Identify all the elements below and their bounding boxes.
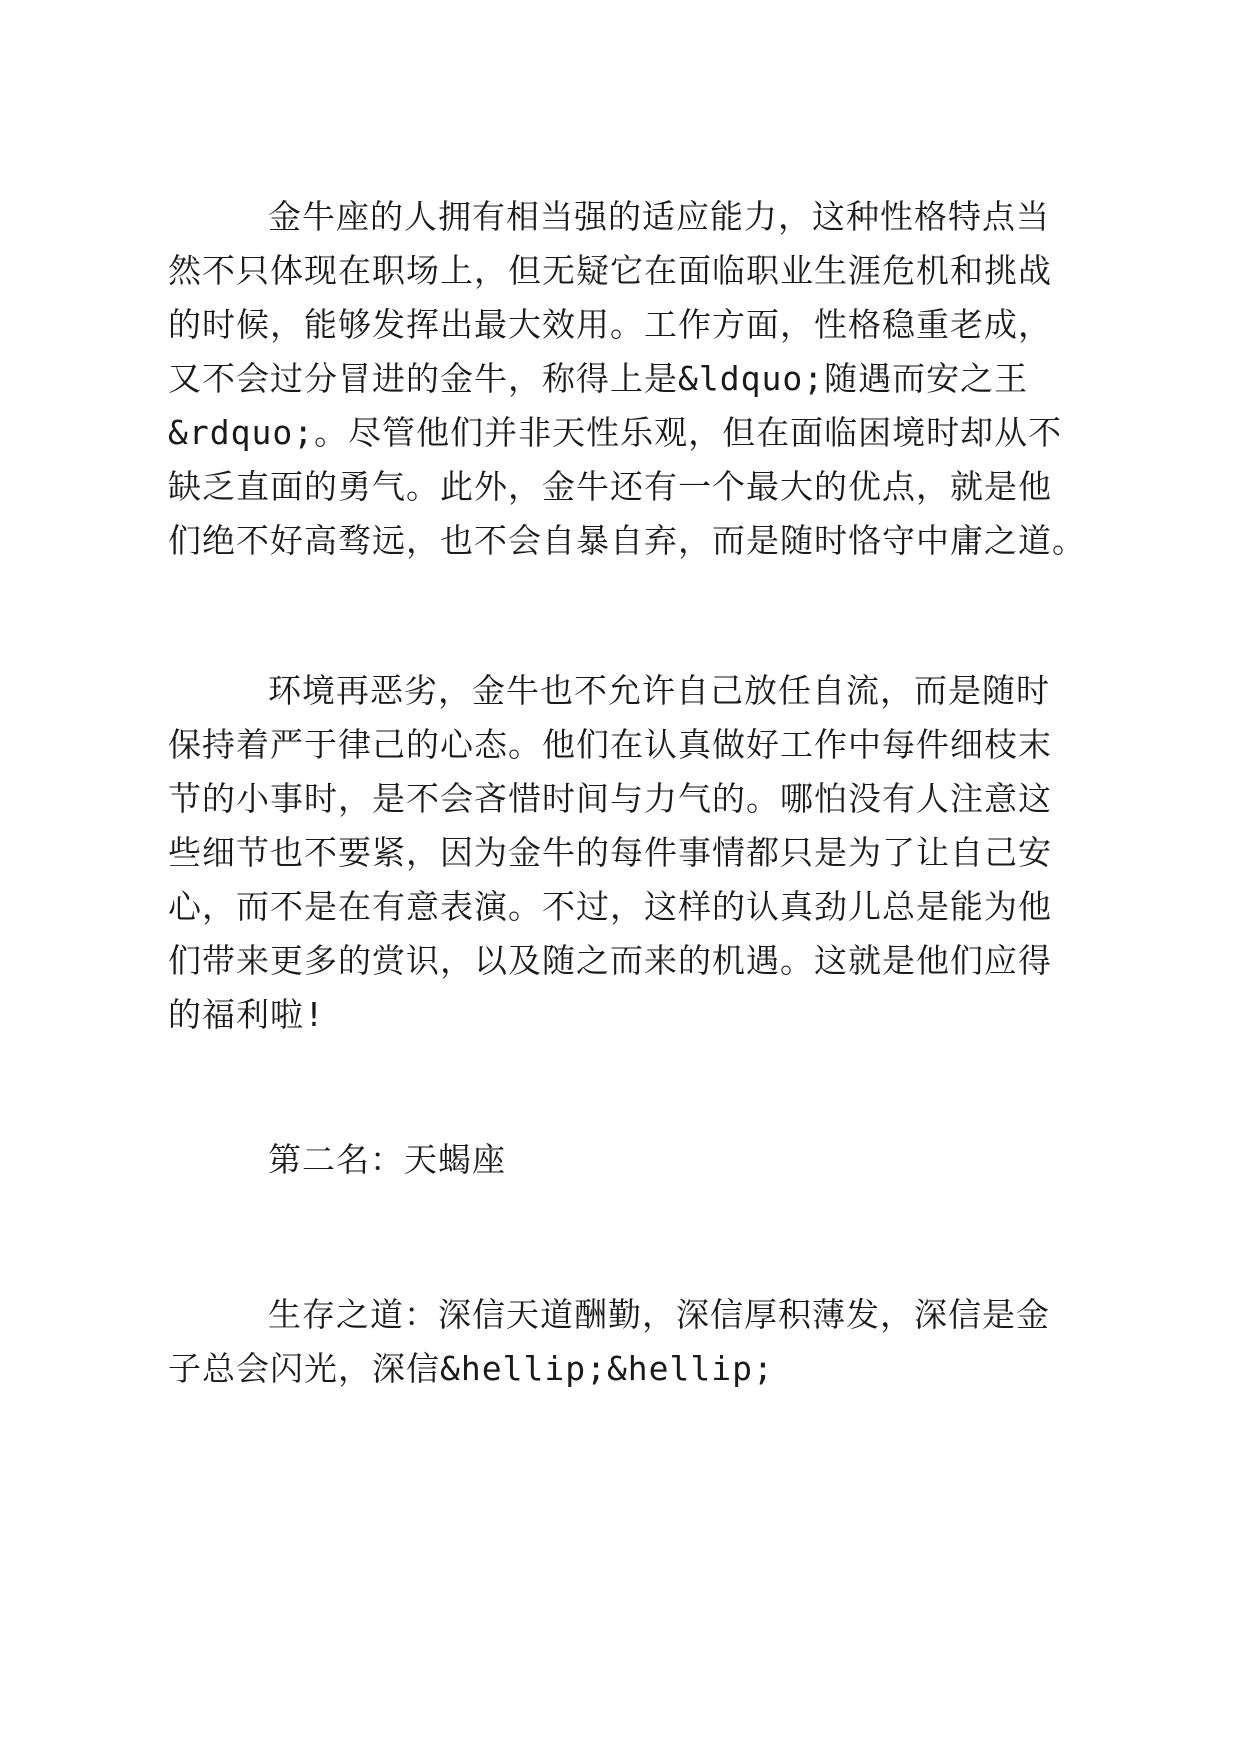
paragraph-line: 保持着严于律己的心态。他们在认真做好工作中每件细枝末 [168, 725, 1052, 764]
paragraph-line: 们绝不好高骛远，也不会自暴自弃，而是随时恪守中庸之道。 [168, 521, 1086, 560]
paragraph-line: 又不会过分冒进的金牛，称得上是&ldquo;随遇而安之王 [168, 359, 1029, 398]
paragraph-line: 些细节也不要紧，因为金牛的每件事情都只是为了让自己安 [168, 833, 1052, 872]
paragraph-line: 缺乏直面的勇气。此外，金牛还有一个最大的优点，就是他 [168, 467, 1052, 506]
paragraph-line: 生存之道：深信天道酬勤，深信厚积薄发，深信是金 [268, 1295, 1050, 1334]
heading-line: 第二名：天蝎座 [268, 1140, 506, 1179]
paragraph-line: 们带来更多的赏识，以及随之而来的机遇。这就是他们应得 [168, 941, 1052, 980]
paragraph-line: &rdquo;。尽管他们并非天性乐观，但在面临困境时却从不 [168, 413, 1063, 452]
paragraph-line: 的时候，能够发挥出最大效用。工作方面，性格稳重老成， [168, 305, 1052, 344]
paragraph-line: 心，而不是在有意表演。不过，这样的认真劲儿总是能为他 [168, 887, 1052, 926]
paragraph-line: 金牛座的人拥有相当强的适应能力，这种性格特点当 [268, 197, 1050, 236]
paragraph-line: 的福利啦! [168, 995, 325, 1034]
paragraph-line: 环境再恶劣，金牛也不允许自己放任自流，而是随时 [268, 671, 1050, 710]
paragraph-line: 节的小事时，是不会吝惜时间与力气的。哪怕没有人注意这 [168, 779, 1052, 818]
paragraph-line: 然不只体现在职场上，但无疑它在面临职业生涯危机和挑战 [168, 251, 1052, 290]
paragraph-line: 子总会闪光，深信&hellip;&hellip; [168, 1349, 774, 1388]
